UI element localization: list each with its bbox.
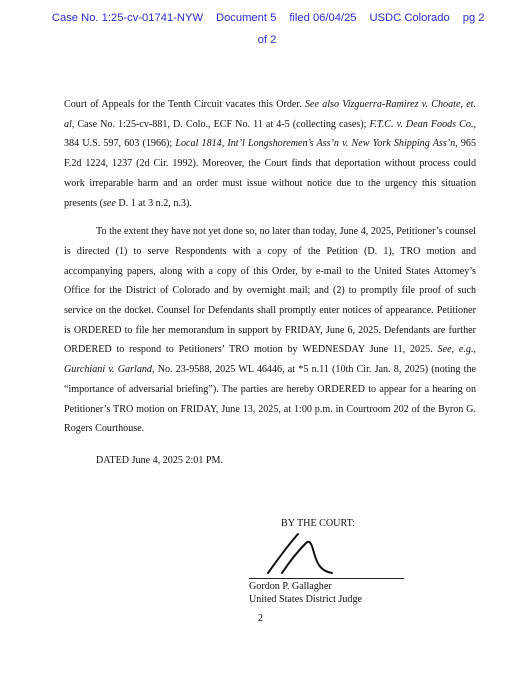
judge-title: United States District Judge (249, 594, 362, 605)
by-the-court: BY THE COURT: (281, 518, 356, 529)
header-document: Document 5 (216, 12, 277, 24)
header-page: pg 2 (462, 12, 485, 24)
header-court: USDC Colorado (369, 12, 450, 24)
document-body (64, 95, 476, 471)
judge-name: Gordon P. Gallagher (249, 581, 332, 592)
judge-signature (248, 529, 408, 581)
paragraph-continuation: Court of Appeals for the Tenth Circuit vacates this Order. See also Vizguerra-Ramirez v. Choate, et. al, Case No. 1:25-cv-881, D. Colo., ECF No. 11 at 4-5 (collecting cases); F.T.C. v. Dean Foods Co., 384 U.S. 597, 603 (1966); Local 1814, Int’l Longshoremen’s Ass’n v. New York Shipping Ass’n, 965 F.2d 1224, 1237 (2d Cir. 1992). Moreover, the Court finds that deportation without process could work irreparable harm and an order must issue without notice due to the urgency this situation presents (see D. 1 at 3 n.2, n.3). (64, 99, 477, 209)
header-page-of: of 2 (257, 34, 277, 46)
signature-line (249, 578, 404, 579)
page-number: 2 (258, 613, 264, 624)
header-filed-date: filed 06/04/25 (289, 12, 357, 24)
paragraph-order: To the extent they have not yet done so, no later than today, June 4, 2025, Petitioner’s counsel is directed (1) to serve Respondents with a copy of the Petition (D. 1), TRO motion and accompanying papers, along with a copy of this Order, by e-mail to the United States Attorney’s Office for the District of Colorado and by overnight mail; and (2) to promptly file proof of such service on the docket. Counsel for Defendants shall promptly enter notices of appearance. Petitioner is ORDERED to file her memorandum in support by FRIDAY, June 6, 2025. Defendants are further ORDERED to respond to Petitioners’ TRO motion by WEDNESDAY June 11, 2025. See, e.g., Gurchiani v. Garland, No. 23-9588, 2025 WL 46446, at *5 n.11 (10th Cir. Jan. 8, 2025) (noting the “importance of adversarial briefing”). The parties are hereby ORDERED to appear for a hearing on Petitioner’s TRO motion on FRIDAY, June 13, 2025, at 1:00 p.m. in Courtroom 202 of the Byron G. Rogers Courthouse. (64, 226, 476, 435)
ecf-header (0, 2, 524, 46)
header-case-number: Case No. 1:25-cv-01741-NYW (51, 12, 203, 24)
dated-line: DATED June 4, 2025 2:01 PM. (96, 454, 224, 466)
